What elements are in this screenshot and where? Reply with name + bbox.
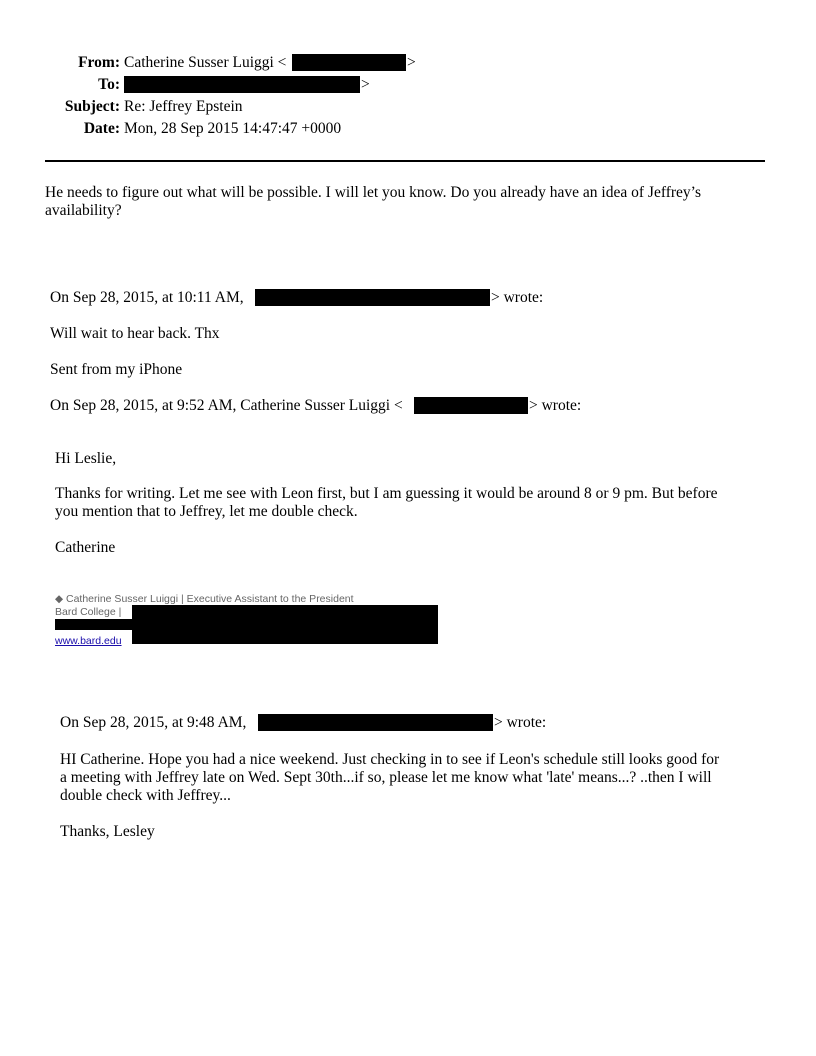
quote2-greeting: Hi Leslie, — [55, 450, 117, 467]
to-close: > — [361, 76, 370, 93]
redaction-from-email — [292, 54, 406, 71]
redaction-signature-phone — [55, 619, 133, 630]
attribution-prefix: On Sep 28, 2015, at 10:11 AM, — [50, 289, 244, 306]
header-divider — [45, 160, 765, 162]
subject-label: Subject: — [64, 98, 120, 115]
reply-line-2: availability? — [45, 202, 122, 219]
quote2-line-1: Thanks for writing. Let me see with Leon first, but I am guessing it would be around 8 or 9 pm. But before — [55, 485, 718, 502]
attribution-prefix: On Sep 28, 2015, at 9:52 AM, Catherine Susser Luiggi < — [50, 397, 403, 414]
redaction-sender-email — [255, 289, 490, 306]
date-label: Date: — [83, 120, 120, 137]
redaction-to-email — [124, 76, 360, 93]
signature-name-title: ◆ Catherine Susser Luiggi | Executive Assistant to the President — [55, 593, 354, 605]
signature-organization: Bard College | — [55, 606, 122, 618]
subject-value: Re: Jeffrey Epstein — [124, 98, 243, 115]
quote2-line-2: you mention that to Jeffrey, let me double check. — [55, 503, 358, 520]
quote1-message: Will wait to hear back. Thx — [50, 325, 220, 342]
reply-line-1: He needs to figure out what will be possible. I will let you know. Do you already have an idea of Jeffrey’s — [45, 184, 701, 201]
attribution-suffix: > wrote: — [494, 714, 547, 731]
from-label: From: — [78, 54, 120, 71]
quote3-line-1: HI Catherine. Hope you had a nice weekend. Just checking in to see if Leon's schedule still looks good for — [60, 751, 720, 768]
quote3-line-3: double check with Jeffrey... — [60, 787, 231, 804]
redaction-sender-email — [414, 397, 528, 414]
from-close: > — [407, 54, 416, 71]
redaction-signature-contact — [132, 605, 438, 644]
quote3-line-2: a meeting with Jeffrey late on Wed. Sept 30th...if so, please let me know what 'late' means...? ..then I will — [60, 769, 712, 786]
attribution-prefix: On Sep 28, 2015, at 9:48 AM, — [60, 714, 247, 731]
from-value: Catherine Susser Luiggi < — [124, 54, 287, 71]
quote2-closing: Catherine — [55, 539, 116, 556]
quote1-signature: Sent from my iPhone — [50, 361, 183, 378]
attribution-suffix: > wrote: — [529, 397, 582, 414]
to-label: To: — [98, 76, 120, 93]
redaction-sender-email — [258, 714, 493, 731]
attribution-suffix: > wrote: — [491, 289, 544, 306]
signature-website-link[interactable]: www.bard.edu — [55, 635, 122, 647]
quote3-closing: Thanks, Lesley — [60, 823, 155, 840]
date-value: Mon, 28 Sep 2015 14:47:47 +0000 — [124, 120, 342, 137]
